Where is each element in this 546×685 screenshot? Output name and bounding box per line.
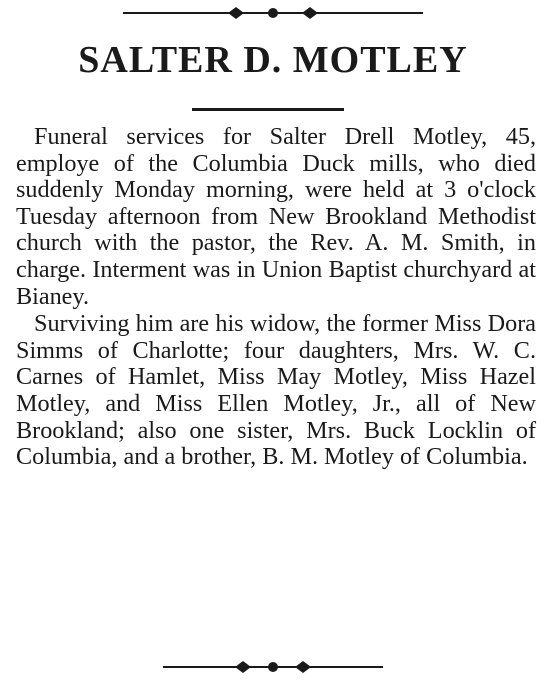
article-body	[16, 124, 536, 471]
ornament-divider-top	[0, 2, 546, 24]
headline-rule	[192, 108, 344, 111]
ornament-rule-icon	[163, 656, 383, 678]
headline: SALTER D. MOTLEY	[78, 39, 468, 81]
article-paragraph-1: Funeral services for Salter Drell Motley, 45, employe of the Columbia Duck mills, who died suddenly Monday morning, were held at 3 o'clock Tuesday afternoon from New Brookland Methodist church with the pastor, the Rev. A. M. Smith, in charge. Interment was in Union Baptist churchyard at Bianey.	[16, 123, 536, 310]
ornament-rule-icon	[123, 2, 423, 24]
article-paragraph-2: Surviving him are his widow, the former Miss Dora Simms of Charlotte; four daughters, Mrs. W. C. Carnes of Hamlet, Miss May Motley, Miss Hazel Motley, and Miss Ellen Motley, Jr., all of New Brookland; also one sister, Mrs. Buck Locklin of Columbia, and a brother, B. M. Motley of Columbia.	[16, 310, 536, 471]
ornament-divider-bottom	[0, 656, 546, 678]
